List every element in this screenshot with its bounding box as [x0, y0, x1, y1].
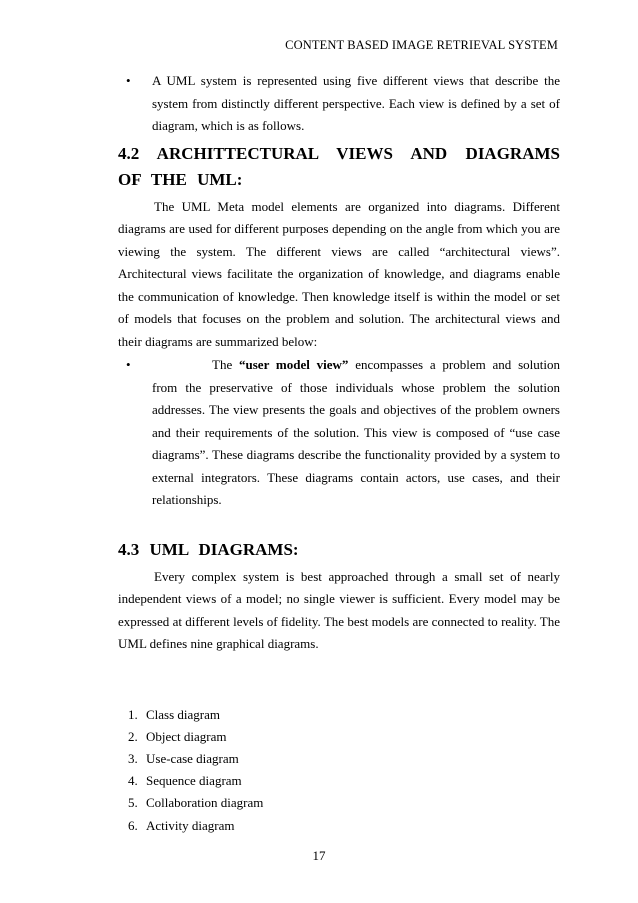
- list-item-number: 1.: [128, 706, 138, 722]
- page-header-title: CONTENT BASED IMAGE RETRIEVAL SYSTEM: [285, 38, 558, 52]
- uml-diagram-list: [118, 704, 560, 837]
- page-number: 17: [312, 848, 326, 863]
- list-item-label: Use-case diagram: [146, 750, 239, 766]
- user-model-view-description: encompasses a problem and solution from the preservative of those individuals whose problem the solution addresses. The view presents the goals and objectives of the problem owners and their requirements of the solution. This view is composed of “use case diagrams”. These diagrams describe the functionality provided by a system to external integrators. These diagrams contain actors, use cases, and their relationships.: [152, 357, 560, 507]
- bullet-lead-word: The: [212, 357, 233, 372]
- list-item: [118, 770, 560, 792]
- section-heading-4-3: 4.3 UML DIAGRAMS:: [118, 539, 299, 559]
- bullet-icon: •: [126, 357, 131, 372]
- user-model-view-bullet: [118, 354, 560, 512]
- list-item-label: Collaboration diagram: [146, 795, 264, 811]
- list-item: [118, 704, 560, 726]
- section-4-3-paragraph-text: Every complex system is best approached through a small set of nearly independent views of a model; no single viewer is sufficient. Every model may be expressed at different levels of fidelity. The best models are connected to reality. The UML defines nine graphical diagrams.: [118, 568, 560, 651]
- bullet-icon: •: [126, 73, 131, 88]
- section-4-2-paragraph-text: The UML Meta model elements are organized into diagrams. Different diagrams are used for different purposes depending on the angle from which you are viewing the system. The different views are called “architectural views”. Architectural views facilitate the organization of knowledge, and diagrams enable the communication of knowledge. Then knowledge itself is within the model or set of models that focuses on the problem and solution. The architectural views and their diagrams are summarized below:: [118, 198, 560, 349]
- list-item: [118, 748, 560, 770]
- section-heading-4-2: 4.2 ARCHITTECTURAL VIEWS AND DIAGRAMS OF THE UML:: [118, 143, 560, 189]
- intro-bullet: [118, 70, 560, 138]
- page-content: [118, 70, 560, 837]
- list-item-label: Object diagram: [146, 728, 227, 744]
- section-4-3-paragraph: [118, 566, 560, 656]
- list-item-label: Activity diagram: [146, 817, 235, 833]
- list-item-label: Class diagram: [146, 706, 221, 722]
- section-4-2-paragraph: [118, 196, 560, 354]
- list-item-number: 5.: [128, 795, 138, 811]
- intro-bullet-text: A UML system is represented using five different views that describe the system from distinctly different perspective. Each view is defined by a set of diagram, which is as follows.: [152, 73, 560, 133]
- list-item-number: 6.: [128, 817, 138, 833]
- list-item-label: Sequence diagram: [146, 773, 242, 789]
- list-item-number: 3.: [128, 750, 138, 766]
- list-item: [118, 792, 560, 814]
- list-item: [118, 815, 560, 837]
- list-item: [118, 726, 560, 748]
- user-model-view-term: “user model view”: [239, 357, 349, 372]
- list-item-number: 4.: [128, 773, 138, 789]
- list-item-number: 2.: [128, 728, 138, 744]
